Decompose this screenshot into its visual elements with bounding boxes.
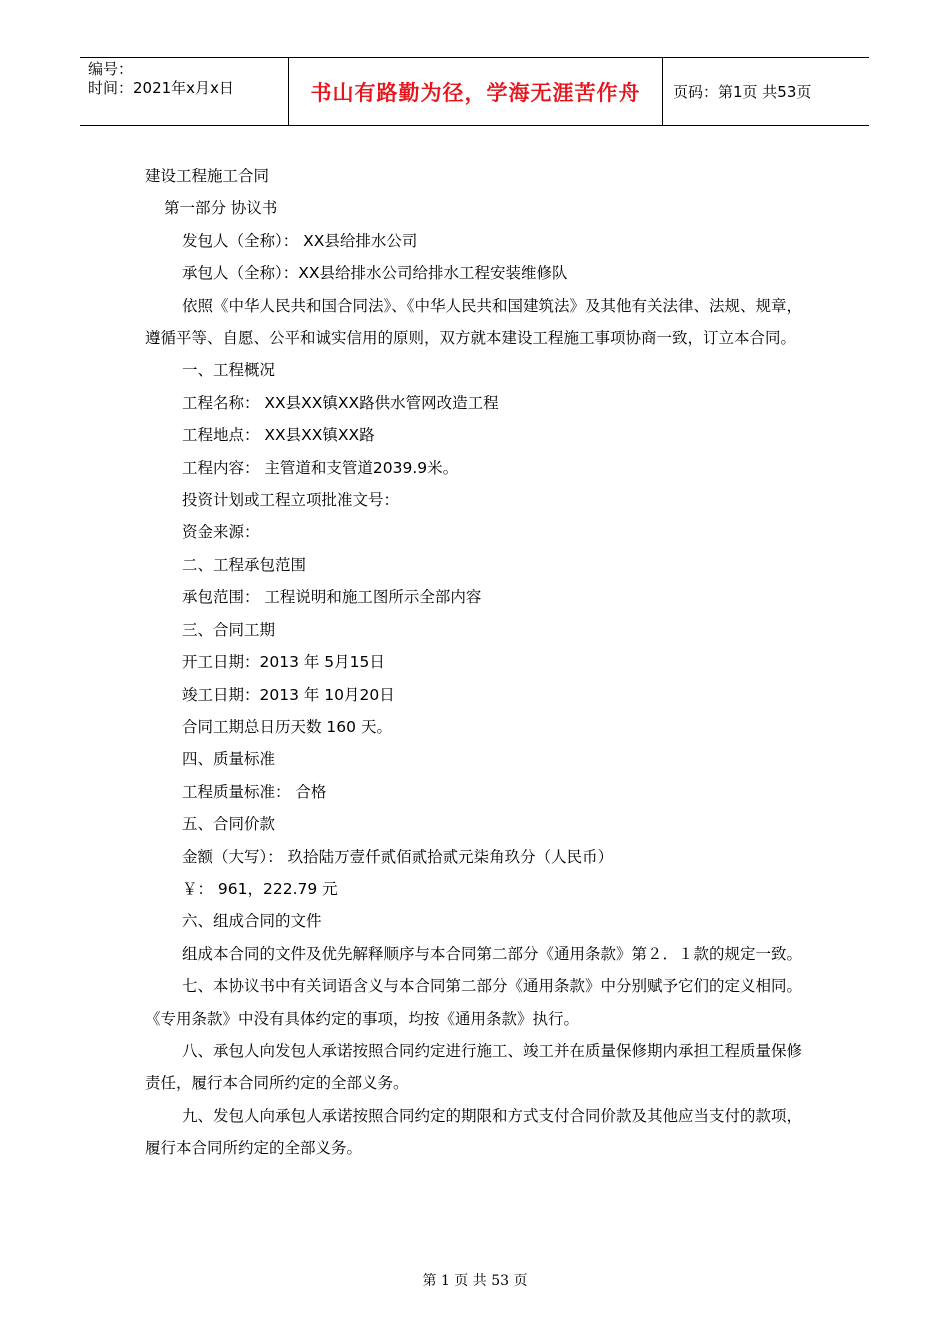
- header-meta: [80, 58, 289, 125]
- project-name-line: 工程名称： XX县XX镇XX路供水管网改造工程: [182, 393, 499, 412]
- part-heading: 第一部分 协议书: [164, 199, 278, 218]
- s9-paragraph: 九、发包人向承包人承诺按照合同约定的期限和方式支付合同价款及其他应当支付的款项，履行本合同所约定的全部义务。: [145, 1106, 803, 1158]
- section-heading: 五、合同价款: [182, 815, 276, 834]
- s8-paragraph: 八、承包人向发包人承诺按照合同约定进行施工、竣工并在质量保修期内承担工程质量保修责任，履行本合同所约定的全部义务。: [145, 1041, 803, 1093]
- doc-title: 建设工程施工合同: [145, 167, 270, 185]
- document-body: [145, 160, 810, 1165]
- start-date-line: 开工日期：2013 年 5月15日: [182, 653, 385, 672]
- contractor-line: 承包人（全称）：XX县给排水公司给排水工程安装维修队: [182, 264, 568, 283]
- header-motto: 书山有路勤为径，学海无涯苦作舟: [289, 58, 663, 125]
- approval-line: 投资计划或工程立项批准文号：: [182, 491, 400, 510]
- amount-number-line: ￥： 961，222.79 元: [182, 879, 338, 898]
- quality-line: 工程质量标准： 合格: [182, 782, 327, 801]
- s7-paragraph: 七、本协议书中有关词语含义与本合同第二部分《通用条款》中分别赋予它们的定义相同。《专用条款》中没有具体约定的事项，均按《通用条款》执行。: [145, 977, 803, 1028]
- funding-line: 资金来源：: [182, 523, 260, 542]
- amount-words-line: 金额（大写）： 玖拾陆万壹仟贰佰贰拾贰元柒角玖分（人民币）: [182, 847, 614, 866]
- section-heading: 二、工程承包范围: [182, 555, 307, 574]
- project-site-line: 工程地点： XX县XX镇XX路: [182, 426, 375, 445]
- document-header: [80, 57, 869, 126]
- scope-line: 承包范围： 工程说明和施工图所示全部内容: [182, 588, 482, 607]
- number-label: 编号：: [88, 60, 134, 78]
- section-heading: 三、合同工期: [182, 620, 276, 639]
- intro-paragraph: 依照《中华人民共和国合同法》、《中华人民共和国建筑法》及其他有关法律、法规、规章，遵循平等、自愿、公平和诚实信用的原则，双方就本建设工程施工事项协商一致，订立本合同。: [145, 296, 803, 348]
- page-footer: 第 1 页 共 53 页: [422, 1273, 528, 1289]
- end-date-line: 竣工日期：2013 年 10月20日: [182, 685, 395, 704]
- section-heading: 四、质量标准: [182, 750, 276, 769]
- time-label: 时间：2021年x月x日: [88, 79, 234, 97]
- s6-paragraph: 组成本合同的文件及优先解释顺序与本合同第二部分《通用条款》第２．１款的规定一致。: [182, 944, 803, 963]
- section-heading: 一、工程概况: [182, 361, 276, 380]
- employer-line: 发包人（全称）： XX县给排水公司: [182, 231, 418, 250]
- header-page-label: 页码：第1页 共53页: [673, 83, 812, 101]
- section-heading: 六、组成合同的文件: [182, 912, 322, 931]
- total-days-line: 合同工期总日历天数 160 天。: [182, 717, 392, 736]
- project-content-line: 工程内容： 主管道和支管道2039.9米。: [182, 458, 459, 477]
